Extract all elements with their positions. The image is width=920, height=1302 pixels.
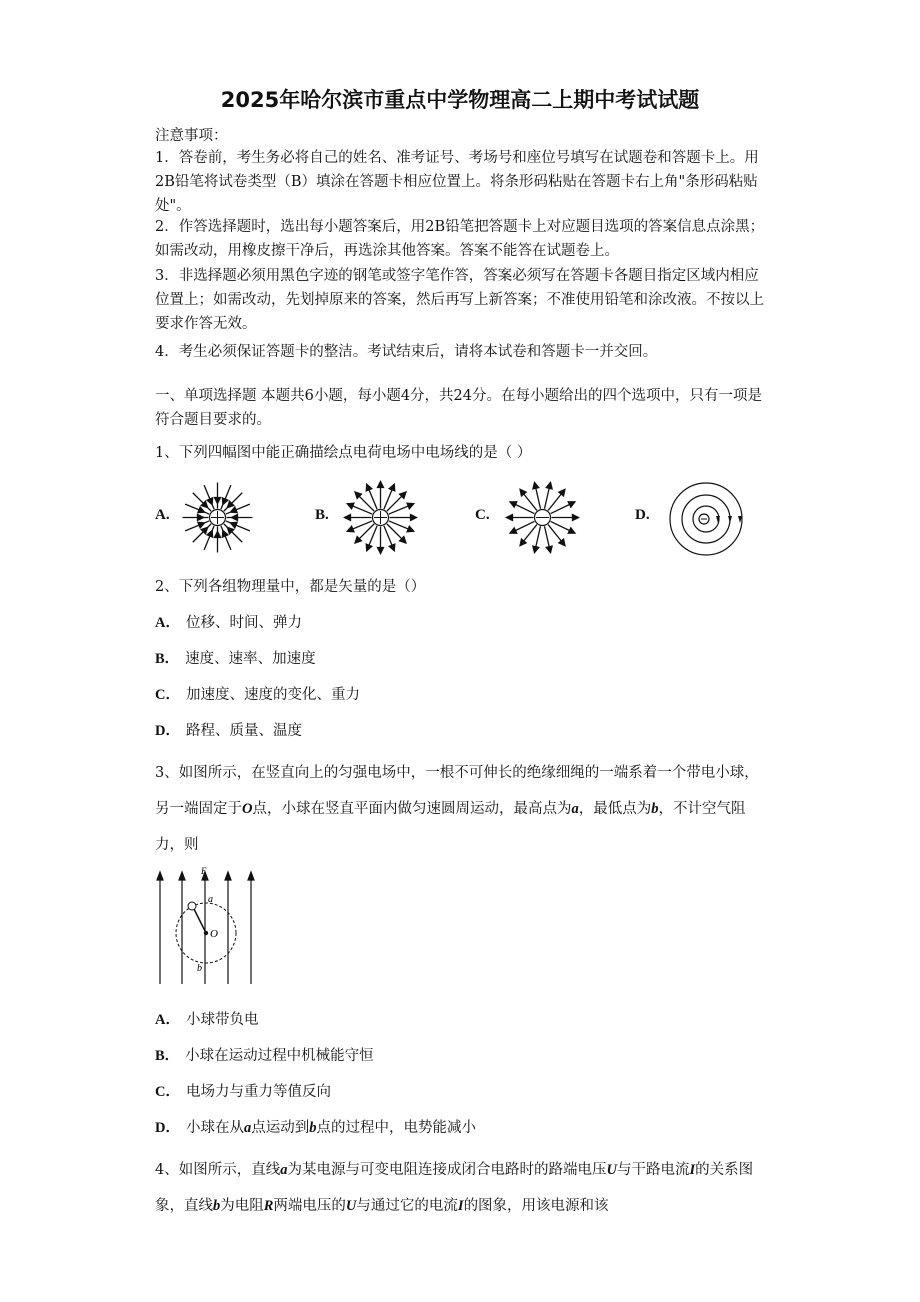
q1-label-b: B.	[315, 507, 329, 523]
q1-figure-b	[343, 480, 418, 555]
section-heading: 一、单项选择题 本题共6小题，每小题4分，共24分。在每小题给出的四个选项中，只有一项是符合题目要求的。	[155, 388, 763, 428]
q2-option-a: A． 位移、时间、弹力	[155, 615, 302, 631]
q3-label-o: O	[210, 928, 218, 940]
q3-option-c: C． 电场力与重力等值反向	[155, 1084, 331, 1100]
q3-option-a: A． 小球带负电	[155, 1012, 259, 1028]
q3-label-b: b	[197, 963, 202, 974]
notice-item-4: 4．考生必须保证答题卡的整洁。考试结束后，请将本试卷和答题卡一并交回。	[155, 344, 658, 360]
q3-stem: 3、如图所示，在竖直向上的匀强电场中，一根不可伸长的绝缘细绳的一端系着一个带电小球，另一端固定于O点，小球在竖直平面内做匀速圆周运动，最高点为a，最低点为b，不计空气阻力，则	[155, 765, 759, 853]
q4-stem: 4、如图所示，直线a为某电源与可变电阻连接成闭合电路时的路端电压U与干路电流I的关系图象，直线b为电阻R两端电压的U与通过它的电流I的图象，用该电源和该	[155, 1162, 754, 1214]
page-title: 2025年哈尔滨市重点中学物理高二上期中考试试题	[220, 88, 700, 112]
q2-option-c: C． 加速度、速度的变化、重力	[155, 687, 360, 703]
notice-item-1: 1．答卷前，考生务必将自己的姓名、准考证号、考场号和座位号填写在试题卷和答题卡上。用2B铅笔将试卷类型（B）填涂在答题卡相应位置上。将条形码粘贴在答题卡右上角"条形码粘贴处"。	[155, 150, 759, 214]
q3-label-a: a	[208, 894, 213, 905]
q1-label-a: A.	[155, 507, 170, 523]
notice-item-3: 3．非选择题必须用黑色字迹的钢笔或签字笔作答，答案必须写在答题卡各题目指定区域内相应位置上；如需改动，先划掉原来的答案，然后再写上新答案；不准使用铅笔和涂改液。不按以上要求作答无效。	[155, 268, 764, 332]
q1-stem: 1、下列四幅图中能正确描绘点电荷电场中电场线的是（ ）	[155, 445, 532, 461]
q2-option-d: D． 路程、质量、温度	[155, 723, 302, 739]
q3-figure	[155, 862, 260, 987]
q1-label-d: D.	[635, 507, 650, 523]
notice-item-2: 2．作答选择题时，选出每小题答案后，用2B铅笔把答题卡上对应题目选项的答案信息点涂黑；如需改动，用橡皮擦干净后，再选涂其他答案。答案不能答在试题卷上。	[155, 219, 765, 259]
q2-stem: 2、下列各组物理量中，都是矢量的是（）	[155, 579, 426, 595]
q1-figure-c	[505, 480, 580, 555]
q3-option-d: D． 小球在从a点运动到b点的过程中，电势能减小	[155, 1120, 476, 1136]
q1-figure-d	[668, 480, 746, 558]
q2-option-b: B． 速度、速率、加速度	[155, 651, 316, 667]
notice-heading: 注意事项：	[155, 128, 228, 144]
q3-label-e: E	[201, 866, 207, 876]
q1-label-c: C.	[475, 507, 490, 523]
q3-option-b: B． 小球在运动过程中机械能守恒	[155, 1048, 374, 1064]
q1-figure-a	[180, 480, 255, 555]
